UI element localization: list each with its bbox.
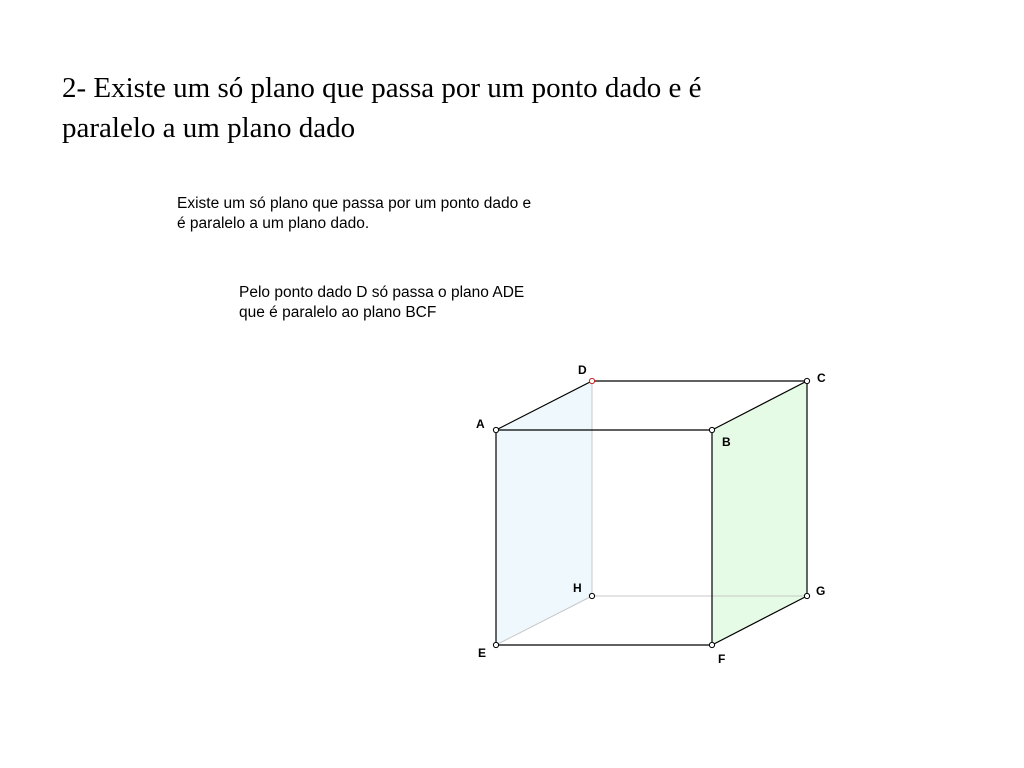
plane-bcf [712,381,807,645]
slide-title-line-1: 2- Existe um só plano que passa por um ponto dado e é [62,72,702,104]
vertex-point-c [804,378,809,383]
vertex-point-a [493,427,498,432]
vertex-label-d: D [578,363,587,377]
slide-title-line-2: paralelo a um plano dado [62,112,356,144]
plane-ade [496,381,592,645]
vertex-label-h: H [573,581,582,595]
vertex-point-h [589,593,594,598]
vertex-label-f: F [718,652,726,666]
vertex-label-b: B [722,435,731,449]
vertex-label-c: C [817,371,826,385]
statement-line-2: é paralelo a um plano dado. [177,215,370,232]
explanation-line-2: que é paralelo ao plano BCF [239,304,437,321]
vertex-point-f [709,642,714,647]
vertex-point-d [589,378,594,383]
vertex-point-g [804,593,809,598]
vertex-label-e: E [478,646,487,660]
statement-line-1: Existe um só plano que passa por um ponto dado e [177,195,532,212]
vertex-point-b [709,427,714,432]
vertex-label-g: G [816,584,826,598]
vertex-point-e [493,642,498,647]
vertex-label-a: A [476,417,485,431]
explanation-line-1: Pelo ponto dado D só passa o plano ADE [239,284,525,301]
